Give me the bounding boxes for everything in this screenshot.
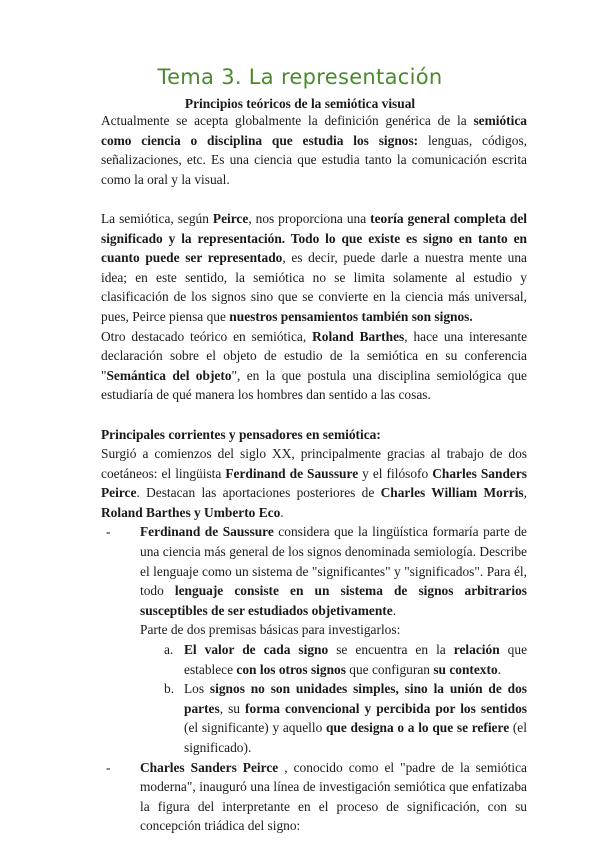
section-subtitle: Principios teóricos de la semiótica visual <box>184 96 416 111</box>
paragraph-barthes: Otro destacado teórico en semiótica, Roland Barthes, hace una interesante declaración sobre el objeto de estudio de la semiótica en su conferencia "Semántica del objeto", en la que postula una disciplina semiológica que estudiaría de qué manera los hombres dan sentido a las cosas. <box>101 328 528 403</box>
premises-intro: Parte de dos premisas básicas para investigarlos: <box>140 622 401 638</box>
list-item-peirce: - Charles Sanders Peirce , conocido como el "padre de la semiótica moderna", inauguró una línea de investigación semiótica que enfatizaba la figura del interpretante en el proceso de significación, con su concepción triádica del signo: <box>101 758 527 836</box>
premise-a: a. El valor de cada signo se encuentra en la relación que establece con los otros signos que configuran su contexto. <box>164 642 528 677</box>
section-heading-currents: Principales corrientes y pensadores en semiótica: <box>101 426 381 442</box>
paragraph-origins: Surgió a comienzos del siglo XX, principalmente gracias al trabajo de dos coetáneos: el lingüista Ferdinand de Saussure y el filósofo Charles Sanders Peirce. Destacan las aportaciones posteriores de Charles William Morris, Roland Barthes y Umberto Eco. <box>101 446 527 520</box>
paragraph-peirce-theory: La semiótica, según Peirce, nos proporciona una teoría general completa del significado y la representación. Todo lo que existe es signo en tanto en cuanto puede ser representado, es decir, puede darle a nuestra mente una idea; en este sentido, la semiótica no se limita solamente al estudio y clasificación de los signos sino que se convierte en la ciencia más universal, pues, Peirce piensa que nuestros pensamientos también son signos. <box>101 210 527 324</box>
premises-list <box>140 640 527 758</box>
list-item-saussure: - Ferdinand de Saussure considera que la lingüística formaría parte de una ciencia más general de los signos denominada semiología. Describe el lenguaje como un sistema de "significantes" y "significados". Para él, todo lenguaje consiste en un sistema de signos arbitrarios susceptibles de ser estudiados objetivamente. Parte de dos premisas básicas para investigarlos: a. El valor de cada signo se encuentra en la relación que establece con los otros signos que configuran su contexto. b. Los signos no son unidades simples, sino la unión de dos partes, su forma convencional y percibida por los sentidos (el significante) y aquello que designa o a lo que se refiere (el significado). <box>101 522 527 757</box>
document-body <box>101 111 527 836</box>
premise-b: b. Los signos no son unidades simples, sino la unión de dos partes, su forma convencional y percibida por los sentidos (el significante) y aquello que designa o a lo que se refiere (el significado). <box>164 681 528 755</box>
thinkers-list <box>101 522 527 836</box>
paragraph-definition: Actualmente se acepta globalmente la definición genérica de la semiótica como ciencia o disciplina que estudia los signos: lenguas, códigos, señalizaciones, etc. Es una ciencia que estudia tanto la comunicación escrita como la oral y la visual. <box>101 113 528 187</box>
page-title: Tema 3. La representación <box>157 65 443 89</box>
